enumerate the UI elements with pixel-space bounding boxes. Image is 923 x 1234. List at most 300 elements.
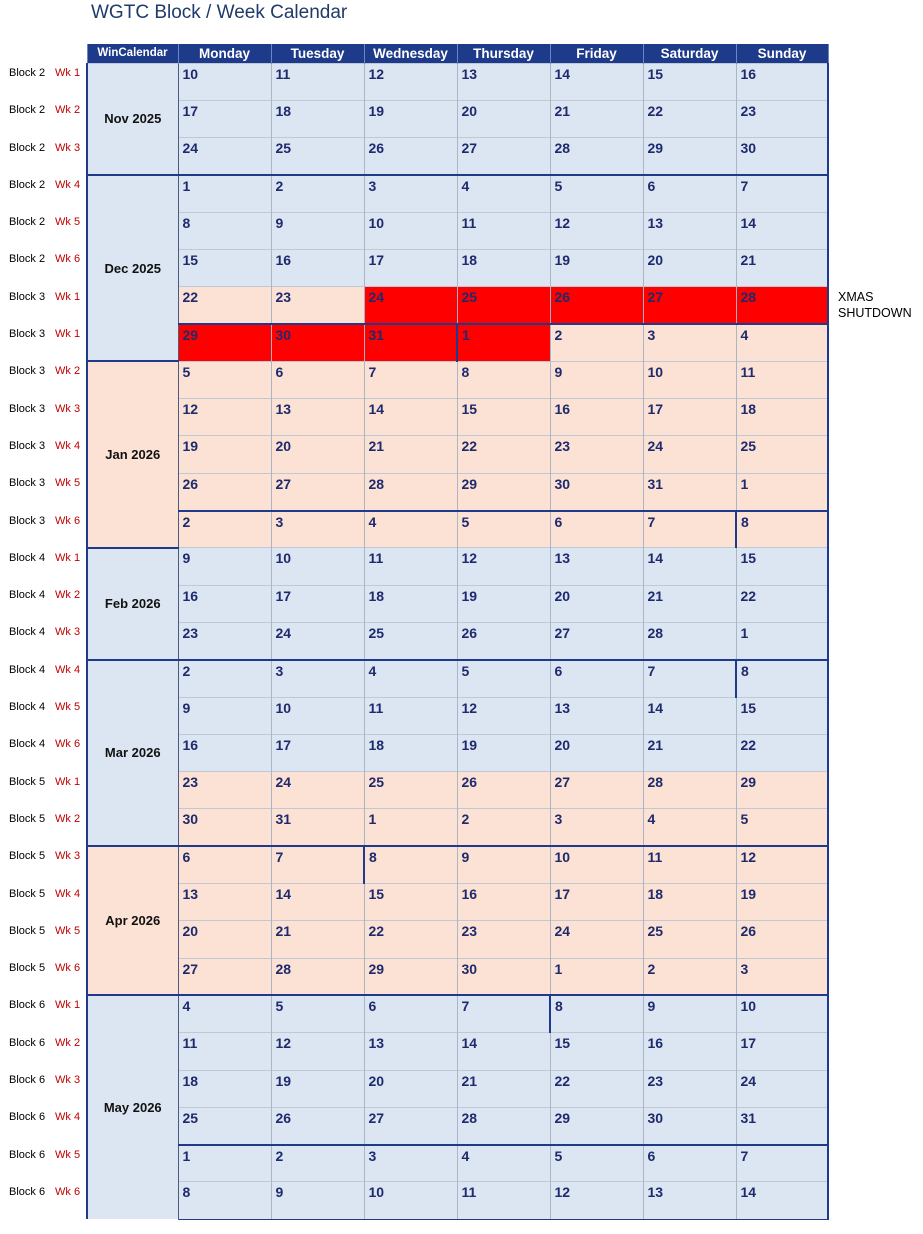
day-cell[interactable]: 26 — [736, 921, 828, 958]
day-cell[interactable]: 13 — [271, 399, 364, 436]
day-cell[interactable]: 29 — [457, 473, 550, 510]
day-cell[interactable]: 14 — [271, 884, 364, 921]
day-cell[interactable]: 9 — [457, 846, 550, 883]
day-cell[interactable]: 16 — [178, 585, 271, 622]
day-cell[interactable]: 23 — [643, 1070, 736, 1107]
row-label — [0, 1107, 86, 1144]
day-cell[interactable]: 27 — [271, 473, 364, 510]
day-cell[interactable]: 30 — [643, 1107, 736, 1144]
page-title: WGTC Block / Week Calendar — [91, 2, 348, 23]
day-cell[interactable]: 8 — [364, 846, 457, 883]
day-cell[interactable]: 7 — [457, 995, 550, 1032]
day-cell[interactable]: 24 — [550, 921, 643, 958]
day-cell[interactable]: 15 — [736, 697, 828, 734]
row-labels — [0, 63, 86, 1219]
day-cell[interactable]: 13 — [643, 1182, 736, 1219]
day-cell[interactable]: 8 — [736, 660, 828, 697]
week-row — [87, 511, 828, 548]
week-row — [87, 436, 828, 473]
day-cell[interactable]: 21 — [736, 249, 828, 286]
day-cell[interactable]: 16 — [643, 1033, 736, 1070]
day-cell[interactable]: 14 — [457, 1033, 550, 1070]
week-row — [87, 995, 828, 1032]
row-label — [0, 436, 86, 473]
day-cell[interactable]: 10 — [643, 361, 736, 398]
day-cell[interactable]: 19 — [457, 734, 550, 771]
row-label — [0, 585, 86, 622]
week-row — [87, 100, 828, 137]
day-cell[interactable]: 30 — [550, 473, 643, 510]
day-cell[interactable]: 30 — [178, 809, 271, 846]
day-cell[interactable]: 24 — [178, 138, 271, 175]
day-cell[interactable]: 12 — [457, 548, 550, 585]
day-cell[interactable]: 11 — [457, 1182, 550, 1219]
week-row — [87, 361, 828, 398]
day-cell[interactable]: 26 — [178, 473, 271, 510]
day-cell[interactable]: 20 — [550, 734, 643, 771]
day-cell[interactable]: 24 — [736, 1070, 828, 1107]
day-cell[interactable]: 4 — [457, 175, 550, 212]
day-cell[interactable]: 20 — [643, 249, 736, 286]
day-cell[interactable]: 29 — [178, 324, 271, 361]
day-cell[interactable]: 28 — [736, 287, 828, 324]
day-cell[interactable]: 10 — [271, 697, 364, 734]
day-cell[interactable]: 19 — [364, 100, 457, 137]
week-row — [87, 249, 828, 286]
day-cell[interactable]: 16 — [736, 63, 828, 100]
row-label — [0, 175, 86, 212]
week-label: Wk 5 — [55, 1148, 81, 1161]
block-label: Block 3 — [9, 328, 46, 341]
week-label: Wk 3 — [55, 141, 81, 154]
day-cell[interactable]: 12 — [271, 1033, 364, 1070]
day-cell[interactable]: 17 — [736, 1033, 828, 1070]
day-cell[interactable]: 3 — [736, 958, 828, 995]
day-cell[interactable]: 8 — [178, 212, 271, 249]
day-cell[interactable]: 6 — [550, 660, 643, 697]
block-label: Block 2 — [9, 216, 46, 229]
day-cell[interactable]: 15 — [364, 884, 457, 921]
day-cell[interactable]: 7 — [271, 846, 364, 883]
block-label: Block 5 — [9, 775, 46, 788]
block-label: Block 6 — [9, 1185, 46, 1198]
day-cell[interactable]: 11 — [364, 548, 457, 585]
block-label: Block 4 — [9, 738, 46, 751]
day-cell[interactable]: 28 — [457, 1107, 550, 1144]
day-cell[interactable]: 25 — [736, 436, 828, 473]
day-cell[interactable]: 20 — [178, 921, 271, 958]
day-cell[interactable]: 15 — [550, 1033, 643, 1070]
day-cell[interactable]: 30 — [457, 958, 550, 995]
day-cell[interactable]: 3 — [271, 511, 364, 548]
week-row — [87, 1145, 828, 1182]
day-cell[interactable]: 23 — [550, 436, 643, 473]
block-label: Block 4 — [9, 701, 46, 714]
day-cell[interactable]: 22 — [364, 921, 457, 958]
day-cell[interactable]: 17 — [271, 734, 364, 771]
day-cell[interactable]: 7 — [736, 175, 828, 212]
day-cell[interactable]: 22 — [457, 436, 550, 473]
day-cell[interactable]: 23 — [736, 100, 828, 137]
week-row — [87, 958, 828, 995]
day-cell[interactable]: 5 — [550, 175, 643, 212]
day-cell[interactable]: 6 — [271, 361, 364, 398]
day-cell[interactable]: 7 — [643, 660, 736, 697]
day-cell[interactable]: 26 — [457, 772, 550, 809]
day-cell[interactable]: 12 — [550, 212, 643, 249]
day-cell[interactable]: 20 — [271, 436, 364, 473]
day-cell[interactable]: 7 — [364, 361, 457, 398]
day-cell[interactable]: 6 — [643, 175, 736, 212]
day-cell[interactable]: 28 — [271, 958, 364, 995]
day-cell[interactable]: 25 — [364, 622, 457, 659]
day-cell[interactable]: 4 — [736, 324, 828, 361]
day-cell[interactable]: 2 — [643, 958, 736, 995]
day-cell[interactable]: 29 — [364, 958, 457, 995]
row-label — [0, 324, 86, 361]
week-row — [87, 399, 828, 436]
day-cell[interactable]: 29 — [643, 138, 736, 175]
day-header-sunday: Sunday — [736, 44, 828, 63]
day-cell[interactable]: 16 — [178, 734, 271, 771]
week-row — [87, 1070, 828, 1107]
day-cell[interactable]: 14 — [643, 697, 736, 734]
day-cell[interactable]: 5 — [457, 511, 550, 548]
day-cell[interactable]: 24 — [364, 287, 457, 324]
row-label — [0, 1145, 86, 1182]
day-cell[interactable]: 15 — [736, 548, 828, 585]
day-cell[interactable]: 5 — [178, 361, 271, 398]
day-cell[interactable]: 14 — [736, 212, 828, 249]
wincalendar-header[interactable]: WinCalendar — [87, 44, 178, 63]
day-cell[interactable]: 1 — [364, 809, 457, 846]
block-label: Block 3 — [9, 477, 46, 490]
day-cell[interactable]: 13 — [550, 548, 643, 585]
day-cell[interactable]: 21 — [643, 734, 736, 771]
day-header-friday: Friday — [550, 44, 643, 63]
day-cell[interactable]: 2 — [550, 324, 643, 361]
day-cell[interactable]: 3 — [550, 809, 643, 846]
day-cell[interactable]: 17 — [643, 399, 736, 436]
day-cell[interactable]: 18 — [643, 884, 736, 921]
row-label — [0, 884, 86, 921]
day-cell[interactable]: 15 — [457, 399, 550, 436]
week-row — [87, 473, 828, 510]
week-label: Wk 6 — [55, 253, 81, 266]
block-label: Block 4 — [9, 626, 46, 639]
day-cell[interactable]: 5 — [736, 809, 828, 846]
day-cell[interactable]: 25 — [457, 287, 550, 324]
day-cell[interactable]: 28 — [550, 138, 643, 175]
day-cell[interactable]: 22 — [736, 585, 828, 622]
day-cell[interactable]: 18 — [364, 734, 457, 771]
day-cell[interactable]: 11 — [178, 1033, 271, 1070]
day-cell[interactable]: 16 — [271, 249, 364, 286]
day-cell[interactable]: 28 — [643, 772, 736, 809]
day-cell[interactable]: 25 — [643, 921, 736, 958]
day-cell[interactable]: 1 — [550, 958, 643, 995]
row-label — [0, 660, 86, 697]
day-cell[interactable]: 25 — [364, 772, 457, 809]
day-cell[interactable]: 18 — [364, 585, 457, 622]
day-cell[interactable]: 12 — [364, 63, 457, 100]
day-cell[interactable]: 10 — [364, 212, 457, 249]
day-cell[interactable]: 1 — [736, 622, 828, 659]
day-cell[interactable]: 14 — [643, 548, 736, 585]
day-cell[interactable]: 10 — [364, 1182, 457, 1219]
calendar-grid — [86, 44, 829, 1220]
day-cell[interactable]: 24 — [643, 436, 736, 473]
day-cell[interactable]: 14 — [364, 399, 457, 436]
day-cell[interactable]: 20 — [364, 1070, 457, 1107]
day-cell[interactable]: 17 — [271, 585, 364, 622]
day-cell[interactable]: 1 — [457, 324, 550, 361]
block-label: Block 2 — [9, 141, 46, 154]
day-cell[interactable]: 27 — [457, 138, 550, 175]
week-label: Wk 1 — [55, 328, 81, 341]
day-cell[interactable]: 19 — [457, 585, 550, 622]
day-cell[interactable]: 12 — [178, 399, 271, 436]
day-cell[interactable]: 12 — [550, 1182, 643, 1219]
block-label: Block 2 — [9, 67, 46, 79]
row-label — [0, 473, 86, 510]
day-cell[interactable]: 26 — [271, 1107, 364, 1144]
row-label — [0, 399, 86, 436]
week-row — [87, 734, 828, 771]
day-cell[interactable]: 21 — [271, 921, 364, 958]
day-cell[interactable]: 29 — [550, 1107, 643, 1144]
day-header-wednesday: Wednesday — [364, 44, 457, 63]
day-cell[interactable]: 24 — [271, 772, 364, 809]
day-cell[interactable]: 13 — [364, 1033, 457, 1070]
day-cell[interactable]: 17 — [550, 884, 643, 921]
day-cell[interactable]: 4 — [364, 660, 457, 697]
block-label: Block 3 — [9, 402, 46, 415]
day-cell[interactable]: 1 — [178, 175, 271, 212]
day-cell[interactable]: 26 — [457, 622, 550, 659]
week-label: Wk 4 — [55, 178, 81, 191]
block-label: Block 3 — [9, 290, 46, 303]
day-cell[interactable]: 13 — [457, 63, 550, 100]
day-cell[interactable]: 21 — [364, 436, 457, 473]
day-cell[interactable]: 18 — [736, 399, 828, 436]
day-cell[interactable]: 8 — [736, 511, 828, 548]
day-cell[interactable]: 1 — [178, 1145, 271, 1182]
week-row — [87, 809, 828, 846]
day-cell[interactable]: 7 — [643, 511, 736, 548]
day-cell[interactable]: 3 — [271, 660, 364, 697]
day-cell[interactable]: 27 — [550, 772, 643, 809]
week-row — [87, 1182, 828, 1219]
day-cell[interactable]: 18 — [178, 1070, 271, 1107]
day-cell[interactable]: 3 — [364, 1145, 457, 1182]
day-cell[interactable]: 31 — [736, 1107, 828, 1144]
day-cell[interactable]: 13 — [178, 884, 271, 921]
day-cell[interactable]: 13 — [643, 212, 736, 249]
day-cell[interactable]: 17 — [178, 100, 271, 137]
week-label: Wk 6 — [55, 1185, 81, 1198]
day-cell[interactable]: 2 — [457, 809, 550, 846]
day-cell[interactable]: 31 — [271, 809, 364, 846]
month-label: Mar 2026 — [87, 660, 178, 846]
day-cell[interactable]: 14 — [736, 1182, 828, 1219]
day-cell[interactable]: 9 — [271, 212, 364, 249]
day-cell[interactable]: 1 — [736, 473, 828, 510]
day-cell[interactable]: 18 — [271, 100, 364, 137]
row-label — [0, 249, 86, 286]
day-cell[interactable]: 5 — [457, 660, 550, 697]
day-cell[interactable]: 14 — [550, 63, 643, 100]
day-cell[interactable]: 8 — [457, 361, 550, 398]
day-cell[interactable]: 11 — [643, 846, 736, 883]
day-cell[interactable]: 6 — [550, 511, 643, 548]
day-cell[interactable]: 31 — [364, 324, 457, 361]
day-cell[interactable]: 27 — [643, 287, 736, 324]
day-cell[interactable]: 27 — [178, 958, 271, 995]
day-cell[interactable]: 26 — [550, 287, 643, 324]
day-cell[interactable]: 11 — [457, 212, 550, 249]
day-cell[interactable]: 21 — [457, 1070, 550, 1107]
day-cell[interactable]: 25 — [271, 138, 364, 175]
day-cell[interactable]: 23 — [178, 772, 271, 809]
week-row — [87, 622, 828, 659]
block-label: Block 3 — [9, 365, 46, 378]
day-cell[interactable]: 2 — [178, 511, 271, 548]
day-cell[interactable]: 21 — [550, 100, 643, 137]
week-label: Wk 3 — [55, 402, 81, 415]
day-cell[interactable]: 6 — [643, 1145, 736, 1182]
block-label: Block 4 — [9, 551, 46, 564]
day-cell[interactable]: 26 — [364, 138, 457, 175]
day-cell[interactable]: 28 — [364, 473, 457, 510]
day-cell[interactable]: 2 — [271, 1145, 364, 1182]
day-cell[interactable]: 4 — [643, 809, 736, 846]
day-cell[interactable]: 4 — [364, 511, 457, 548]
week-label: Wk 5 — [55, 216, 81, 229]
day-cell[interactable]: 10 — [178, 63, 271, 100]
week-label: Wk 2 — [55, 812, 81, 825]
day-cell[interactable]: 27 — [364, 1107, 457, 1144]
block-label: Block 6 — [9, 1111, 46, 1124]
day-cell[interactable]: 22 — [643, 100, 736, 137]
row-label — [0, 1033, 86, 1070]
block-label: Block 2 — [9, 104, 46, 117]
block-label: Block 3 — [9, 514, 46, 527]
day-cell[interactable]: 20 — [457, 100, 550, 137]
day-cell[interactable]: 11 — [364, 697, 457, 734]
day-cell[interactable]: 13 — [550, 697, 643, 734]
day-cell[interactable]: 19 — [178, 436, 271, 473]
week-row — [87, 660, 828, 697]
week-row — [87, 548, 828, 585]
week-label: Wk 6 — [55, 962, 81, 975]
month-label: Nov 2025 — [87, 63, 178, 175]
week-row — [87, 585, 828, 622]
day-cell[interactable]: 9 — [178, 548, 271, 585]
week-label: Wk 1 — [55, 551, 81, 564]
day-cell[interactable]: 8 — [550, 995, 643, 1032]
week-label: Wk 3 — [55, 850, 81, 863]
day-cell[interactable]: 9 — [271, 1182, 364, 1219]
day-cell[interactable]: 10 — [736, 995, 828, 1032]
day-cell[interactable]: 2 — [271, 175, 364, 212]
day-cell[interactable]: 15 — [643, 63, 736, 100]
week-label: Wk 1 — [55, 775, 81, 788]
day-cell[interactable]: 25 — [178, 1107, 271, 1144]
day-cell[interactable]: 28 — [643, 622, 736, 659]
day-cell[interactable]: 11 — [271, 63, 364, 100]
day-cell[interactable]: 22 — [736, 734, 828, 771]
week-row — [87, 324, 828, 361]
day-cell[interactable]: 3 — [364, 175, 457, 212]
day-cell[interactable]: 19 — [271, 1070, 364, 1107]
week-row — [87, 287, 828, 324]
day-cell[interactable]: 12 — [736, 846, 828, 883]
day-cell[interactable]: 6 — [364, 995, 457, 1032]
day-cell[interactable]: 5 — [550, 1145, 643, 1182]
block-label: Block 5 — [9, 812, 46, 825]
day-cell[interactable]: 12 — [457, 697, 550, 734]
day-cell[interactable]: 9 — [178, 697, 271, 734]
day-cell[interactable]: 20 — [550, 585, 643, 622]
day-cell[interactable]: 31 — [643, 473, 736, 510]
day-cell[interactable]: 22 — [550, 1070, 643, 1107]
week-row — [87, 63, 828, 100]
day-cell[interactable]: 19 — [736, 884, 828, 921]
day-cell[interactable]: 8 — [178, 1182, 271, 1219]
day-header-monday: Monday — [178, 44, 271, 63]
day-cell[interactable]: 17 — [364, 249, 457, 286]
day-cell[interactable]: 21 — [643, 585, 736, 622]
day-cell[interactable]: 16 — [550, 399, 643, 436]
day-cell[interactable]: 15 — [178, 249, 271, 286]
day-cell[interactable]: 19 — [550, 249, 643, 286]
day-cell[interactable]: 23 — [457, 921, 550, 958]
day-cell[interactable]: 2 — [178, 660, 271, 697]
row-label — [0, 63, 86, 100]
day-cell[interactable]: 3 — [643, 324, 736, 361]
day-cell[interactable]: 10 — [550, 846, 643, 883]
day-cell[interactable]: 9 — [550, 361, 643, 398]
day-cell[interactable]: 24 — [271, 622, 364, 659]
day-cell[interactable]: 18 — [457, 249, 550, 286]
day-cell[interactable]: 7 — [736, 1145, 828, 1182]
week-label: Wk 4 — [55, 439, 81, 452]
block-label: Block 2 — [9, 253, 46, 266]
week-label: Wk 4 — [55, 1111, 81, 1124]
day-cell[interactable]: 16 — [457, 884, 550, 921]
day-cell[interactable]: 29 — [736, 772, 828, 809]
day-cell[interactable]: 6 — [178, 846, 271, 883]
day-cell[interactable]: 23 — [271, 287, 364, 324]
day-cell[interactable]: 5 — [271, 995, 364, 1032]
row-label — [0, 772, 86, 809]
month-label: Apr 2026 — [87, 846, 178, 995]
day-cell[interactable]: 27 — [550, 622, 643, 659]
day-cell[interactable]: 9 — [643, 995, 736, 1032]
row-label — [0, 622, 86, 659]
day-cell[interactable]: 4 — [178, 995, 271, 1032]
day-cell[interactable]: 30 — [736, 138, 828, 175]
day-cell[interactable]: 30 — [271, 324, 364, 361]
row-label — [0, 958, 86, 995]
day-cell[interactable]: 22 — [178, 287, 271, 324]
block-label: Block 5 — [9, 962, 46, 975]
day-cell[interactable]: 23 — [178, 622, 271, 659]
day-cell[interactable]: 11 — [736, 361, 828, 398]
day-cell[interactable]: 4 — [457, 1145, 550, 1182]
day-cell[interactable]: 10 — [271, 548, 364, 585]
